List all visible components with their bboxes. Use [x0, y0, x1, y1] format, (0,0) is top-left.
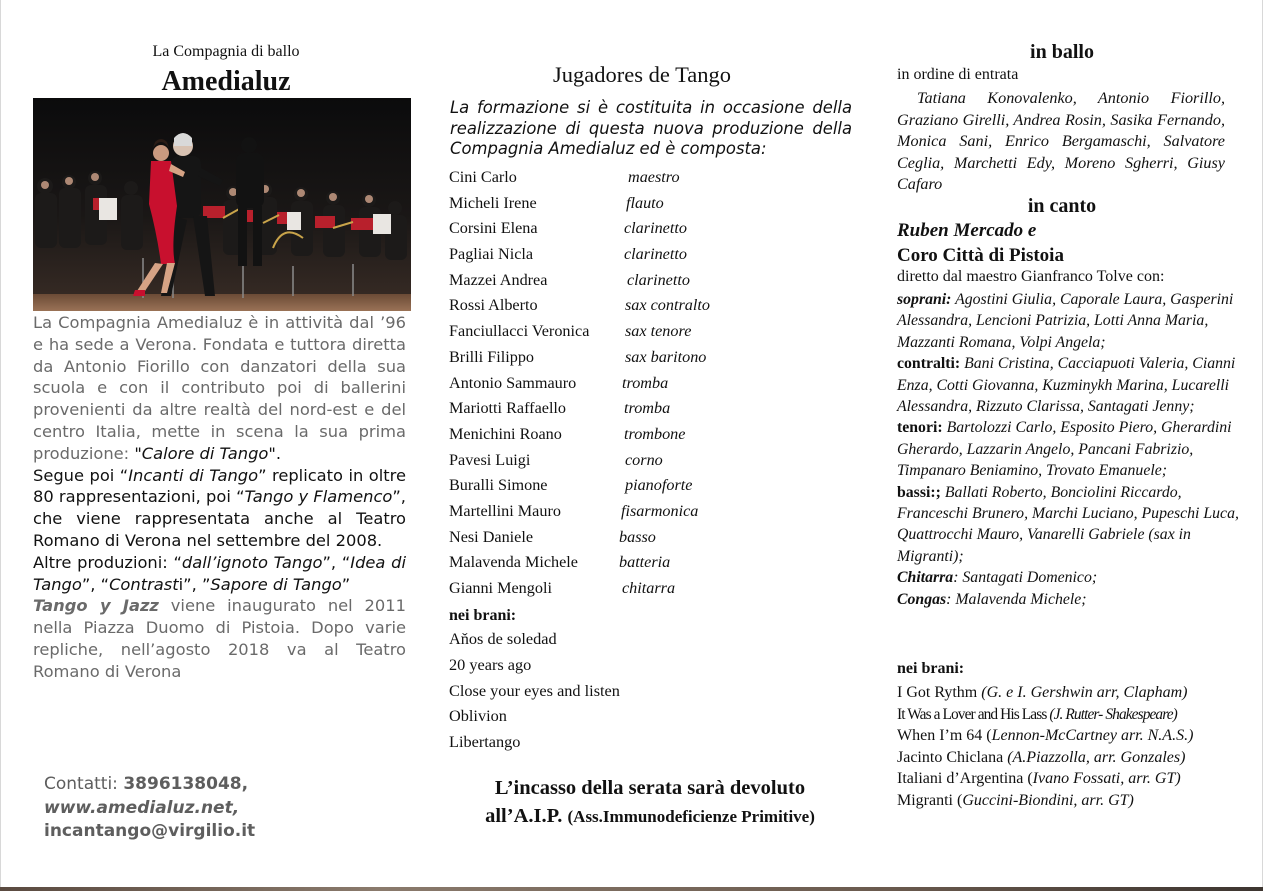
- song-credit: Ivano Fossati, arr. GT): [1032, 770, 1181, 787]
- program-item: Aňos de soledad: [449, 629, 557, 648]
- contact-phone: 3896138048,: [123, 774, 249, 794]
- show-dall-ignoto-tango: dall’ignoto Tango: [181, 552, 323, 572]
- musician-instrument: pianoforte: [625, 476, 693, 495]
- musician-name: Menichini Roano: [449, 424, 562, 443]
- musician-row: [449, 502, 849, 528]
- musician-row: [449, 348, 849, 374]
- song-list: [897, 684, 1242, 813]
- musician-row: [449, 271, 849, 297]
- musician-instrument: batteria: [619, 553, 671, 572]
- musician-name: Malavenda Michele: [449, 553, 578, 572]
- history-paragraph-2b: ” replicato in oltre 80 rappresentazioni, poi “: [33, 465, 406, 507]
- section-congas: : Malavenda Michele;: [946, 590, 1087, 608]
- history-punct: .: [275, 443, 282, 463]
- song-credit: Lennon-McCartney arr. N.A.S.): [991, 727, 1194, 744]
- program-item: Close your eyes and listen: [449, 680, 620, 700]
- show-idea-di-tango: Idea di Tango: [33, 552, 406, 594]
- musician-name: Mariotti Raffaello: [449, 399, 567, 418]
- history-punct: ”, “: [81, 574, 110, 594]
- musician-name: Brilli Filippo: [449, 347, 535, 366]
- song-item: [897, 706, 1242, 728]
- section-contralti-label: contralti:: [897, 355, 961, 373]
- dancers-order-note: in ordine di entrata: [897, 66, 1019, 83]
- tango-performance-photo: [33, 98, 411, 311]
- section-bassi: Ballati Roberto, Bonciolini Riccardo, Franceschi Brunero, Marchi Luciano, Pupeschi Luca, Quattrocchi Mauro, Vanarelli Gabriele (sax in Migranti);: [897, 483, 1239, 565]
- musician-instrument: clarinetto: [624, 219, 687, 238]
- musician-instrument: basso: [619, 527, 656, 546]
- musician-row: [449, 425, 849, 451]
- musician-instrument: sax baritono: [625, 347, 707, 366]
- song-title: It Was a Lover and His Lass: [897, 705, 1050, 723]
- charity-beneficiary: all’A.I.P.: [485, 805, 568, 827]
- company-history: [33, 312, 406, 683]
- history-paragraph-1: La Compagnia Amedialuz è in attività dal ’96 e ha sede a Verona. Fondata e tuttora diretta da Antonio Fiorillo con danzatori della sua scuola e con il contributo poi di ballerini provenienti da altre realtà del nord-est e del centro Italia, mette in scena la sua prima produzione:: [33, 313, 406, 463]
- song-list-heading: nei brani:: [897, 660, 965, 677]
- musician-name: Martellini Mauro: [449, 501, 561, 520]
- song-title: I Got Rythm: [897, 684, 982, 701]
- song-title: Italiani d’Argentina (: [897, 770, 1033, 787]
- section-bassi-label: bassi:;: [897, 483, 941, 501]
- dancers-list: Tatiana Konovalenko, Antonio Fiorillo, Graziano Girelli, Andrea Rosin, Sasika Fernando, Monica Sani, Enrico Bergamaschi, Salvatore Ceglia, Marchetti Edy, Moreno Sgherri, Giusy Cafaro: [897, 89, 1225, 193]
- history-paragraph-3a: Altre produzioni: “: [33, 552, 182, 572]
- song-credit: (J. Rutter- Shakespeare): [1049, 705, 1177, 723]
- choir-name: Coro Città di Pistoia: [897, 245, 1064, 266]
- musician-row: [449, 296, 849, 322]
- musician-instrument: sax tenore: [625, 322, 692, 341]
- company-name: Amedialuz: [161, 66, 291, 97]
- show-calore-di-tango: "Calore di Tango": [134, 443, 276, 463]
- show-sapore-di-tango: Sapore di Tango: [210, 574, 342, 594]
- musician-row: [449, 219, 849, 245]
- musician-instrument: tromba: [622, 373, 669, 392]
- musician-name: Mazzei Andrea: [449, 270, 548, 289]
- history-punct: ”: [341, 574, 351, 594]
- musician-roster: [449, 168, 849, 605]
- program-list: [449, 629, 829, 758]
- contacts: [44, 773, 404, 844]
- musician-instrument: fisarmonica: [621, 501, 699, 520]
- musician-instrument: corno: [625, 450, 663, 469]
- song-credit: (G. e I. Gershwin arr, Clapham): [981, 684, 1188, 701]
- song-item: [897, 684, 1242, 706]
- song-title: Migranti (: [897, 791, 963, 809]
- choir-voices: [897, 289, 1242, 610]
- musician-name: Buralli Simone: [449, 476, 548, 495]
- musician-name: Antonio Sammauro: [449, 373, 577, 392]
- section-chitarra: : Santagati Domenico;: [953, 569, 1098, 587]
- musician-name: Micheli Irene: [449, 193, 537, 212]
- song-title: When I’m 64 (: [897, 727, 992, 744]
- company-label: La Compagnia di ballo: [152, 43, 300, 60]
- musician-row: [449, 451, 849, 477]
- musician-name: Fanciullacci Veronica: [449, 322, 590, 341]
- musician-row: [449, 194, 849, 220]
- show-contrasti: Contrast: [109, 574, 179, 594]
- history-punct: i”, ”: [178, 574, 211, 594]
- song-item: [897, 792, 1242, 814]
- bottom-edge-strip: [0, 887, 1263, 891]
- show-tango-y-jazz: Tango y Jazz: [33, 596, 159, 616]
- musician-row: [449, 374, 849, 400]
- program-item: Libertango: [449, 732, 521, 752]
- musician-row: [449, 579, 849, 605]
- section-contralti: Bani Cristina, Cacciapuoti Valeria, Cianni Enza, Cotti Giovanna, Kuzminykh Marina, Lucarelli Alessandra, Rizzuto Clarissa, Santagati Jenny;: [897, 355, 1236, 416]
- section-chitarra-label: Chitarra: [897, 569, 954, 587]
- musician-row: [449, 553, 849, 579]
- musician-instrument: flauto: [626, 193, 664, 212]
- contact-website[interactable]: www.amedialuz.net,: [44, 797, 240, 818]
- musician-instrument: clarinetto: [624, 245, 687, 264]
- charity-beneficiary-full: (Ass.Immunodeficienze Primitive): [567, 807, 815, 826]
- singers-heading: in canto: [1027, 195, 1097, 217]
- charity-line-1: L’incasso della serata sarà devoluto: [494, 777, 806, 799]
- ensemble-intro: La formazione si è costituita in occasione della realizzazione di questa nuova produzione della Compagnia Amedialuz ed è composta:: [450, 98, 852, 158]
- musician-name: Nesi Daniele: [449, 527, 534, 546]
- program-heading: nei brani:: [449, 607, 517, 624]
- musician-row: [449, 322, 849, 348]
- song-title: Jacinto Chiclana: [897, 748, 1008, 766]
- musician-name: Corsini Elena: [449, 219, 538, 238]
- song-item: [897, 749, 1242, 771]
- section-soprani: Agostini Giulia, Caporale Laura, Gasperini Alessandra, Lencioni Patrizia, Lotti Anna Maria, Mazzanti Romana, Volpi Angela;: [897, 291, 1234, 351]
- history-paragraph-2a: Segue poi “: [33, 465, 129, 485]
- musician-row: [449, 245, 849, 271]
- show-incanti-di-tango: Incanti di Tango: [128, 465, 259, 485]
- musician-instrument: maestro: [628, 168, 680, 186]
- section-congas-label: Congas: [897, 590, 947, 608]
- program-item: 20 years ago: [449, 654, 532, 674]
- musician-instrument: tromba: [624, 399, 671, 418]
- musician-row: [449, 399, 849, 425]
- musician-row: [449, 528, 849, 554]
- song-item: [897, 727, 1242, 749]
- song-item: [897, 770, 1242, 792]
- section-soprani-label: soprani:: [897, 291, 952, 308]
- musician-name: Pagliai Nicla: [449, 245, 534, 264]
- musician-instrument: trombone: [624, 424, 686, 443]
- musician-instrument: chitarra: [622, 579, 676, 597]
- section-tenori-label: tenori:: [897, 419, 943, 437]
- ensemble-title: Jugadores de Tango: [553, 62, 731, 87]
- musician-name: Pavesi Luigi: [449, 450, 531, 469]
- song-credit: Guccini-Biondini, arr. GT): [962, 791, 1134, 809]
- musician-row: [449, 168, 849, 194]
- contact-email[interactable]: incantango@virgilio.it: [44, 821, 256, 841]
- history-paragraph-4: viene inaugurato nel 2011 nella Piazza Duomo di Pistoia. Dopo varie repliche, nell’agosto 2018 va al Teatro Romano di Verona: [33, 596, 406, 681]
- musician-row: [449, 476, 849, 502]
- musician-instrument: clarinetto: [627, 270, 690, 289]
- dancers-heading: in ballo: [1030, 41, 1094, 63]
- musician-instrument: sax contralto: [625, 296, 710, 315]
- charity-note: [440, 774, 860, 831]
- musician-name: Cini Carlo: [449, 168, 517, 186]
- history-punct: ”, “: [322, 552, 351, 572]
- program-item: Oblivion: [449, 706, 507, 726]
- section-tenori: Bartolozzi Carlo, Esposito Piero, Gherardini Gherardo, Lazzarin Angelo, Pancani Fabrizio, Timpanaro Beniamino, Trovato Emanuele;: [897, 419, 1232, 480]
- history-paragraph-2c: ”, che viene rappresentata anche al Teatro Romano di Verona nel settembre del 2008.: [33, 487, 406, 550]
- soloist-name: Ruben Mercado e: [897, 220, 1037, 241]
- choir-director: diretto dal maestro Gianfranco Tolve con:: [897, 268, 1165, 285]
- contact-label: Contatti:: [44, 774, 124, 794]
- musician-name: Rossi Alberto: [449, 296, 538, 315]
- musician-name: Gianni Mengoli: [449, 579, 552, 597]
- show-tango-y-flamenco: Tango y Flamenco: [244, 487, 393, 507]
- song-credit: (A.Piazzolla, arr. Gonzales): [1007, 748, 1186, 766]
